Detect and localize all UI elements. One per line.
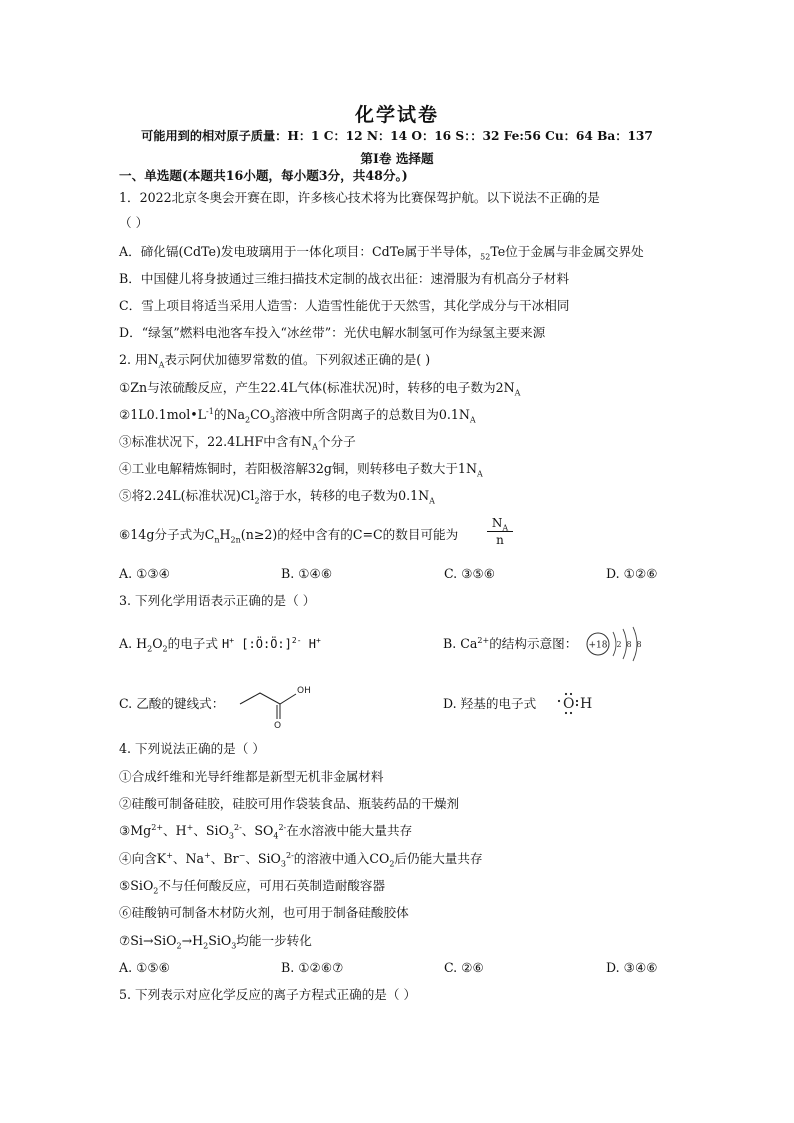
- q2-statement-4: ④工业电解精炼铜时，若阳极溶解32g铜，则转移电子数大于$1N_A$: [119, 461, 483, 479]
- carbonyl-oxygen-label: O: [274, 721, 282, 731]
- q4-option-b: B. ①②⑥⑦: [281, 960, 344, 975]
- q3-option-a: A. $H_2O_2$的电子式 H+ [:Ö:Ö:]$^{2-}$ H+: [119, 636, 321, 654]
- q4-statement-4: ④向含K+、Na+、Br−、SiO$_3^{2-}$的溶液中通入$CO_2$后仍能大量共存: [119, 850, 483, 869]
- fraction-denominator: n: [496, 533, 504, 547]
- q3-stem: 3. 下列化学用语表示正确的是（ ）: [119, 593, 316, 608]
- q4-statement-6: ⑥硅酸钠可制备木材防火剂，也可用于制备硅酸胶体: [119, 905, 409, 920]
- q4-statement-3: $③Mg^{2+}$、H+、SiO$_3^{2-}$、$SO_4^{2-}$在水溶液中能大量共存: [119, 822, 413, 841]
- fraction-numerator: $N_A$: [487, 516, 513, 532]
- q4-option-c: C. ②⑥: [444, 960, 484, 975]
- hydroxyl-hydrogen: H: [580, 696, 593, 712]
- q2-statement-2: $②1L0.1mol•L^{-1}$的$Na_2CO_3$溶液中所含阴离子的总数目为$0.1N_A$: [119, 406, 476, 425]
- q2-option-b: B. ①④⑥: [281, 566, 333, 581]
- relative-atomic-masses: 可能用到的相对原子质量：H：1 C：12 N：14 O：16 S：：32 Fe:56 Cu：64 Ba：137: [141, 129, 653, 143]
- q4-statement-5: ⑤SiO$_2$不与任何酸反应，可用石英制造耐酸容器: [119, 878, 386, 896]
- q4-statement-2: ②硅酸可制备硅胶，硅胶可用作袋装食品、瓶装药品的干燥剂: [119, 796, 460, 811]
- q2-options: [119, 566, 679, 582]
- part-title: 第Ⅰ卷 选择题: [360, 151, 434, 166]
- h2o2-electron-formula: H+ [:Ö:Ö:]$^{2-}$ H+: [222, 636, 321, 651]
- ca-nucleus-charge: +18: [588, 640, 608, 651]
- q1-option-d: D．“绿氢”燃料电池客车投入“冰丝带”：光伏电解水制氢可作为绿氢主要来源: [119, 325, 546, 340]
- q2-statement-3: ③标准状况下，22.4LHF中含有$N_A$个分子: [119, 434, 356, 452]
- q1-stem: 1．2022北京冬奥会开赛在即，许多核心技术将为比赛保驾护航。以下说法不正确的是: [119, 190, 600, 205]
- q2-statement-1: ①Zn与浓硫酸反应，产生22.4L气体(标准状况)时，转移的电子数为$2N_A$: [119, 380, 521, 398]
- q3-option-b: B. $Ca^{2+}$的结构示意图：: [443, 635, 578, 651]
- q5-stem: 5. 下列表示对应化学反应的离子方程式正确的是（ ）: [119, 987, 417, 1002]
- q4-option-a: A. ①⑤⑥: [119, 960, 170, 975]
- ca2-structure-diagram: [583, 624, 653, 664]
- q1-option-a: A．碲化镉(CdTe)发电玻璃用于一体化项目：CdTe属于半导体，$_{52}$Te位于金属与非金属交界处: [119, 244, 644, 262]
- q1-paren: （ ）: [119, 215, 149, 230]
- q1-option-b: B．中国健儿将身披通过三维扫描技术定制的战衣出征：速滑服为有机高分子材料: [119, 271, 570, 286]
- page-title: 化学试卷: [354, 104, 439, 126]
- q2-option-a: A. ①③④: [119, 566, 170, 581]
- q4-options: [119, 960, 679, 976]
- hydroxyl-electron-formula: [556, 691, 598, 717]
- q2-statement-5: ⑤将2.24L(标准状况)$Cl_2$溶于水，转移的电子数为$0.1N_A$: [119, 488, 435, 506]
- q4-statement-7: $⑦Si\to SiO_2\to H_2SiO_3$均能一步转化: [119, 933, 312, 951]
- q2-statement-6: ⑥14g分子式为$C_nH_{2n}(n\ge 2)$的烃中含有的C=C的数目可能为: [119, 527, 459, 545]
- ca-shell-3-electrons: 8: [636, 640, 642, 649]
- q1-option-c: C．雪上项目将适当采用人造雪：人造雪性能优于天然雪，其化学成分与干冰相同: [119, 298, 570, 313]
- ca-shell-2-electrons: 8: [626, 640, 632, 649]
- q4-statement-1: ①合成纤维和光导纤维都是新型无机非金属材料: [119, 769, 384, 784]
- q2-option-c: C. ③⑤⑥: [444, 566, 496, 581]
- q2-stem: 2. 用$N_A$表示阿伏加德罗常数的值。下列叙述正确的是( ): [119, 352, 431, 370]
- q4-stem: 4. 下列说法正确的是（ ）: [119, 741, 265, 756]
- q4-option-d: D. ③④⑥: [606, 960, 658, 975]
- acetic-acid-skeletal-formula: [236, 681, 316, 731]
- q3-option-d: D. 羟基的电子式: [443, 696, 537, 711]
- q2-fraction: [487, 516, 513, 547]
- q3-option-c: C. 乙酸的键线式：: [119, 696, 225, 711]
- section-header: 一、单选题(本题共16小题，每小题3分，共48分。): [119, 168, 408, 183]
- ca-shell-1-electrons: 2: [616, 640, 622, 649]
- hydroxyl-label: OH: [297, 686, 311, 696]
- hydroxyl-oxygen: O: [563, 696, 575, 712]
- q2-option-d: D. ①②⑥: [606, 566, 658, 581]
